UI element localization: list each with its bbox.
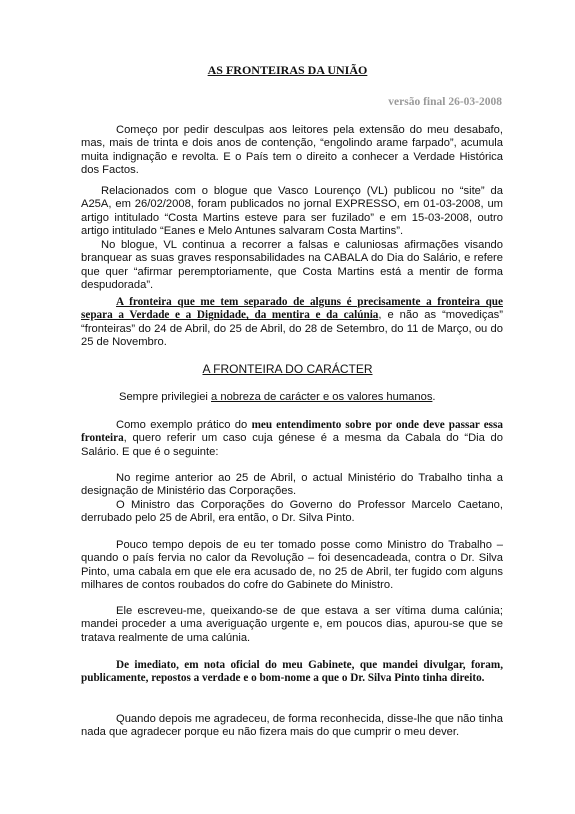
exemplo-end: , quero referir um caso cuja génese é a mesma da Cabala do “Dia do Salário. E que é o seguinte: [81, 432, 503, 458]
paragraph-agradeceu: Quando depois me agradeceu, de forma reconhecida, disse-lhe que não tinha nada que agradecer porque eu não fizera mais do que cumprir o meu dever. [81, 713, 503, 739]
paragraph-expresso: Relacionados com o blogue que Vasco Lourenço (VL) publicou no “site” da A25A, em 26/02/2008, foram publicados no jornal EXPRESSO, em 01-03-2008, um artigo intitulado “Costa Martins esteve para ser fuzilado” e em 15-03-2008, outro artigo intitulado “Eanes e Melo Antunes salvaram Costa Martins”. [81, 185, 503, 238]
paragraph-imediato [81, 659, 503, 686]
paragraph-exemplo [81, 419, 503, 459]
paragraph-intro: Começo por pedir desculpas aos leitores pela extensão do meu desabafo, mas, mais de trinta e dois anos de contenção, “engolindo arame farpado”, acumula muita indignação e revolta. E o País tem o direito a conhecer a Verdade Histórica dos Factos. [81, 124, 503, 177]
entendimento-text: meu entendimento sobre por onde deve passar essa fronteira [81, 419, 503, 445]
document-title: AS FRONTEIRAS DA UNIÃO [207, 63, 368, 77]
version-label: versão final 26-03-2008 [388, 96, 502, 108]
paragraph-regime: No regime anterior ao 25 de Abril, o actual Ministério do Trabalho tinha a designação de Ministério das Corporações. [81, 472, 503, 498]
paragraph-cabala: Pouco tempo depois de eu ter tomado posse como Ministro do Trabalho – quando o país fervia no calor da Revolução – foi desencadeada, contra o Dr. Silva Pinto, uma cabala em que ele era acusado de, no 25 de Abril, ter fugido com alguns milhares de contos roubados do cofre do Gabinete do Ministro. [81, 539, 503, 592]
section-title: A FRONTEIRA DO CARÁCTER [202, 362, 373, 376]
privilegiei-text: Sempre privilegiei [119, 391, 212, 403]
paragraph-calunia: Ele escreveu-me, queixando-se de que estava a ser vítima duma calúnia; mandei proceder a uma averiguação urgente e, em poucos dias, apurou-se que se tratava realmente de uma calúnia. [81, 605, 503, 644]
fronteira-continuation: , e não as “movediças” “fronteiras” do 24 de Abril, do 25 de Abril, do 28 de Setembro, do 11 de Março, ou do 25 de Novembro. [81, 309, 504, 349]
paragraph-ministro: O Ministro das Corporações do Governo do Professor Marcelo Caetano, derrubado pelo 25 de Abril, era então, o Dr. Silva Pinto. [81, 499, 503, 525]
paragraph-privilegiei [81, 391, 503, 404]
exemplo-text: Como exemplo prático do [116, 419, 252, 431]
privilegiei-end: . [432, 391, 436, 403]
fronteira-statement: A fronteira que me tem separado de alguns é precisamente a fronteira que separa a Verdade e a Dignidade, da mentira e da calúnia [81, 296, 503, 322]
nota-oficial-text: De imediato, em nota oficial do meu Gabinete, que mandei divulgar, foram, publicamente, repostos a verdade e o bom-nome a que o Dr. Silva Pinto tinha direito. [81, 659, 503, 685]
nobreza-text: a nobreza de carácter e os valores humanos [211, 391, 433, 403]
paragraph-fronteira [81, 296, 503, 350]
paragraph-blogue: No blogue, VL continua a recorrer a falsas e caluniosas afirmações visando branquear as suas graves responsabilidades na CABALA do Dia do Salário, e refere que quer “afirmar peremptoriamente, que Costa Martins está a mentir de forma despudorada”. [81, 239, 503, 292]
